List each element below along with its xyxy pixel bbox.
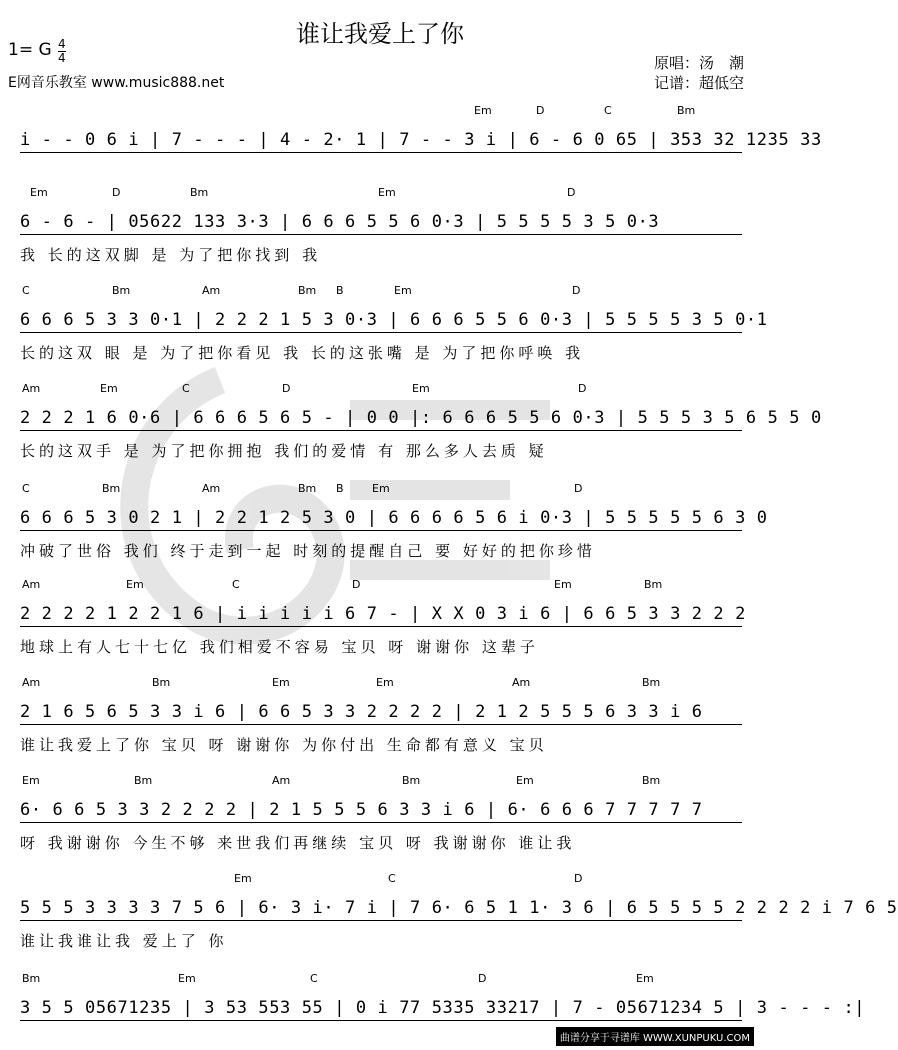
chord-symbol: Em <box>394 284 412 297</box>
song-title: 谁让我爱上了你 <box>296 20 464 48</box>
chord-symbol: Bm <box>112 284 131 297</box>
chord-symbol: D <box>282 382 291 395</box>
lyrics-line: 长的这双 眼 是 为了把你看见 我 长的这张嘴 是 为了把你呼唤 我 <box>20 344 585 362</box>
chord-symbol: D <box>572 284 581 297</box>
underline-rule <box>20 152 742 153</box>
underline-rule <box>20 1020 742 1021</box>
chord-symbol: Em <box>412 382 430 395</box>
chord-symbol: Am <box>22 578 41 591</box>
underline-rule <box>20 530 742 531</box>
chord-symbol: Em <box>234 872 252 885</box>
chord-symbol: Em <box>372 482 390 495</box>
chord-symbol: Em <box>272 676 290 689</box>
underline-rule <box>20 822 742 823</box>
chord-symbol: Bm <box>152 676 171 689</box>
underline-rule <box>20 724 742 725</box>
chord-symbol: B <box>336 284 344 297</box>
underline-rule <box>20 234 742 235</box>
chord-symbol: D <box>536 104 545 117</box>
chord-symbol: D <box>578 382 587 395</box>
lyrics-line: 地球上有人七十七亿 我们相爱不容易 宝贝 呀 谢谢你 这辈子 <box>20 638 539 656</box>
chord-symbol: Bm <box>402 774 421 787</box>
chord-symbol: D <box>574 872 583 885</box>
lyrics-line: 呀 我谢谢你 今生不够 来世我们再继续 宝贝 呀 我谢谢你 谁让我 <box>20 834 576 852</box>
chord-symbol: Em <box>178 972 196 985</box>
chord-symbol: Bm <box>642 676 661 689</box>
chord-symbol: D <box>112 186 121 199</box>
chord-symbol: Bm <box>102 482 121 495</box>
lyrics-line: 谁让我谁让我 爱上了 你 <box>20 932 228 950</box>
notation-line: 3 5 5 05671235 | 3 53 553 55 | 0 i 77 5335 33217 | 7 - 05671234 5 | 3 - - - :| <box>20 998 866 1018</box>
underline-rule <box>20 626 742 627</box>
chord-symbol: C <box>182 382 190 395</box>
notation-line: 2 2 2 2 1 2 2 1 6 | i i i i i 6 7 - | X X 0 3 i 6 | 6 6 5 3 3 2 2 2 <box>20 604 746 624</box>
chord-symbol: D <box>574 482 583 495</box>
chord-symbol: Em <box>100 382 118 395</box>
chord-symbol: C <box>310 972 318 985</box>
chord-symbol: Bm <box>190 186 209 199</box>
chord-symbol: Bm <box>134 774 153 787</box>
notation-credit: 记谱：超低空 <box>653 74 744 92</box>
chord-symbol: Em <box>126 578 144 591</box>
chord-symbol: D <box>478 972 487 985</box>
notation-line: 2 2 2 1 6 0·6 | 6 6 6 5 6 5 - | 0 0 |: 6 6 6 5 5 6 0·3 | 5 5 5 3 5 6 5 5 0 <box>20 408 822 428</box>
site-credit: E网音乐教室 www.music888.net <box>8 75 225 91</box>
chord-symbol: Em <box>474 104 492 117</box>
lyrics-line: 冲破了世俗 我们 终于走到一起 时刻的提醒自己 要 好好的把你珍惜 <box>20 542 596 560</box>
chord-symbol: Am <box>512 676 531 689</box>
notation-line: 2 1 6 5 6 5 3 3 i 6 | 6 6 5 3 3 2 2 2 2 | 2 1 2 5 5 5 6 3 3 i 6 <box>20 702 703 722</box>
chord-symbol: D <box>352 578 361 591</box>
chord-symbol: Em <box>22 774 40 787</box>
chord-symbol: C <box>22 284 30 297</box>
chord-symbol: Em <box>30 186 48 199</box>
underline-rule <box>20 920 742 921</box>
chord-symbol: C <box>388 872 396 885</box>
lyrics-line: 我 长的这双脚 是 为了把你找到 我 <box>20 246 322 264</box>
chord-symbol: Am <box>22 382 41 395</box>
notation-line: 5 5 5 3 3 3 3 7 5 6 | 6· 3 i· 7 i | 7 6· 6 5 1 1· 3 6 | 6 5 5 5 5 2 2 2 2 i 7 6 5 <box>20 898 898 918</box>
chord-symbol: Em <box>516 774 534 787</box>
chord-symbol: Bm <box>644 578 663 591</box>
original-singer: 原唱：汤 潮 <box>653 54 744 72</box>
chord-symbol: C <box>232 578 240 591</box>
lyrics-line: 谁让我爱上了你 宝贝 呀 谢谢你 为你付出 生命都有意义 宝贝 <box>20 736 548 754</box>
chord-symbol: Am <box>22 676 41 689</box>
chord-symbol: C <box>604 104 612 117</box>
key-signature: 1= G <box>8 40 52 60</box>
chord-symbol: Bm <box>677 104 696 117</box>
chord-symbol: Am <box>202 284 221 297</box>
chord-symbol: Em <box>554 578 572 591</box>
notation-line: i - - 0 6 i | 7 - - - | 4 - 2· 1 | 7 - - 3 i | 6 - 6 0 65 | 353 32 1235 33 <box>20 130 822 150</box>
chord-symbol: Bm <box>298 482 317 495</box>
time-sig-bottom: 4 <box>58 51 66 65</box>
time-sig-top: 4 <box>58 37 66 51</box>
chord-symbol: Em <box>636 972 654 985</box>
underline-rule <box>20 332 742 333</box>
lyrics-line: 长的这双手 是 为了把你拥抱 我们的爱情 有 那么多人去质 疑 <box>20 442 548 460</box>
notation-line: 6· 6 6 5 3 3 2 2 2 2 | 2 1 5 5 5 6 3 3 i 6 | 6· 6 6 6 7 7 7 7 7 <box>20 800 703 820</box>
notation-line: 6 - 6 - | 05622 133 3·3 | 6 6 6 5 5 6 0·3 | 5 5 5 5 3 5 0·3 <box>20 212 660 232</box>
footer-credit: 曲谱分享于寻谱库 WWW.XUNPUKU.COM <box>556 1027 754 1046</box>
chord-symbol: Em <box>376 676 394 689</box>
underline-rule <box>20 430 742 431</box>
chord-symbol: B <box>336 482 344 495</box>
chord-symbol: Bm <box>22 972 41 985</box>
notation-line: 6 6 6 5 3 3 0·1 | 2 2 2 1 5 3 0·3 | 6 6 6 5 5 6 0·3 | 5 5 5 5 3 5 0·1 <box>20 310 768 330</box>
time-signature <box>58 38 66 65</box>
chord-symbol: D <box>567 186 576 199</box>
chord-symbol: Em <box>378 186 396 199</box>
notation-line: 6 6 6 5 3 0 2 1 | 2 2 1 2 5 3 0 | 6 6 6 6 5 6 i 0·3 | 5 5 5 5 5 6 3 0 <box>20 508 768 528</box>
chord-symbol: C <box>22 482 30 495</box>
chord-symbol: Bm <box>298 284 317 297</box>
chord-symbol: Am <box>272 774 291 787</box>
chord-symbol: Am <box>202 482 221 495</box>
chord-symbol: Bm <box>642 774 661 787</box>
